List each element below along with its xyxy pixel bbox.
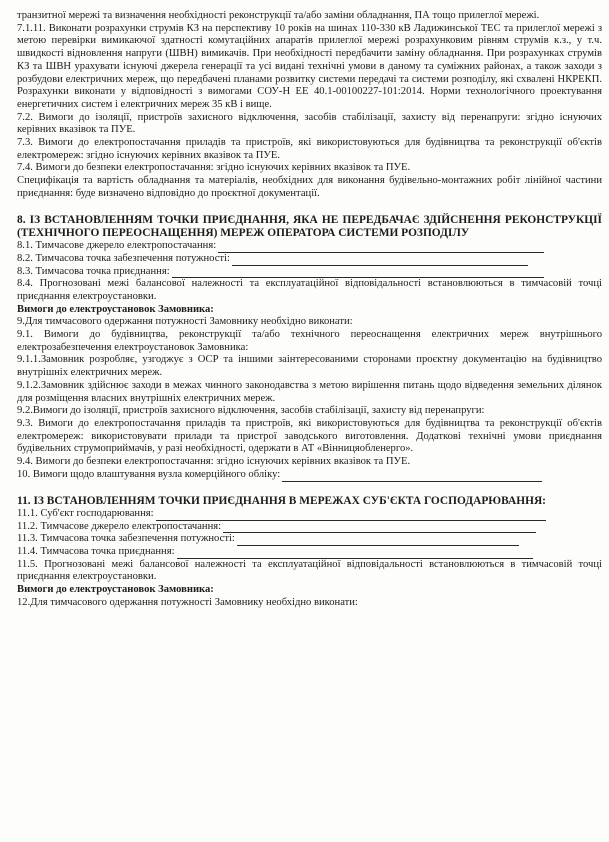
field-11-1-label: 11.1. Суб'єкт господарювання:: [17, 507, 154, 519]
paragraph-9-4: 9.4. Вимоги до безпеки електропостачання: згідно існуючих керівних вказівок та ПУЕ.: [17, 456, 411, 468]
section-8-heading: 8. ІЗ ВСТАНОВЛЕННЯМ ТОЧКИ ПРИЄДНАННЯ, ЯКА НЕ ПЕРЕДБАЧАЄ ЗДІЙСНЕННЯ РЕКОНСТРУКЦІЇ (ТЕХНІЧНОГО ПЕРЕОСНАЩЕННЯ) МЕРЕЖ ОПЕРАТОРА СИСТЕМИ РОЗПОДІЛУ: [17, 213, 602, 239]
requirements-heading-8: Вимоги до електроустановок Замовника:: [17, 303, 214, 315]
field-11-3: [17, 533, 602, 546]
paragraph-9-3: 9.3. Вимоги до електропостачання приладів та пристроїв, які використовуються для будівництва та реконструкції об'єктів електромереж: використовувати прилади та пристрої заводського виготовлення. Додаткові технічні умови приєднання будівельних струмоприймачів, у разі необхідності, одержати в АТ «Вінницяобленерго».: [17, 417, 602, 455]
paragraph-7-2: 7.2. Вимоги до ізоляції, пристроїв захисного відключення, засобів стабілізації, захисту від перенапруги: згідно існуючих керівних вказівок та ПУЕ.: [17, 111, 602, 136]
field-8-2-label: 8.2. Тимчасова точка забезпечення потужності:: [17, 252, 230, 264]
field-8-1-blank: [218, 243, 544, 253]
paragraph-9-1: 9.1. Вимоги до будівництва, реконструкції та/або технічного переоснащення електричних мереж внутрішнього електрозабезпечення електроустановок Замовника:: [17, 329, 602, 353]
field-11-1-blank: [156, 511, 546, 521]
field-10: [17, 469, 602, 482]
paragraph-7-1-11: 7.1.11. Виконати розрахунки струмів КЗ на перспективу 10 років на шинах 110-330 кВ Ладижинської ТЕС та прилеглої мережі з метою перевірки вимикаючої здатності комутаційних апаратів прилеглої мережі розрахунковим рівням струмів к.з., у т.ч. швидкості відновлення напруги (ШВН) вимикачів. При необхідності передбачити заміну обладнання. При розрахунках струмів КЗ та ШВН урахувати існуючі джерела генерації та усі видані технічні умови в даному та суміжних районах, а також заходи з розбудови електричних мереж, що передбачені планами розвитку системи передачі та системи розподілу, які схвалені НКРЕКП. Розрахунки виконати у відповідності з вимогами СОУ-Н ЕЕ 40.1-00100227-101:2014. Норми технологічного проектування енергетичних систем і електричних мереж 35 кВ і вище.: [17, 22, 602, 110]
field-11-2-blank: [223, 523, 536, 533]
field-8-3-blank: [172, 268, 544, 278]
field-8-1-label: 8.1. Тимчасове джерело електропостачання:: [17, 240, 217, 252]
field-11-4-blank: [177, 549, 533, 559]
paragraph-7-3: 7.3. Вимоги до електропостачання приладів та пристроїв, які використовуються для будівництва та реконструкції об'єктів електромереж: згідно існуючих керівних вказівок та ПУЕ.: [17, 137, 602, 161]
field-8-2-blank: [232, 256, 528, 266]
field-8-3-label: 8.3. Тимчасова точка приєднання:: [17, 265, 170, 277]
field-8-1: [17, 240, 602, 253]
paragraph-9-1-2: 9.1.2.Замовник здійснює заходи в межах чинного законодавства з метою вирішення питань щодо відведення земельних ділянок для розміщення власних внутрішніх електричних мереж.: [17, 379, 602, 404]
paragraph-9-1-1: 9.1.1.Замовник розробляє, узгоджує з ОСР та іншими заінтересованими сторонами проєктну документацію на будівництво внутрішніх електричних мереж.: [17, 354, 602, 379]
field-11-3-label: 11.3. Тимчасова точка забезпечення потужності:: [17, 533, 235, 545]
field-10-blank: [282, 472, 542, 482]
field-11-3-blank: [237, 536, 519, 546]
requirements-heading-11: Вимоги до електроустановок Замовника:: [17, 584, 214, 596]
paragraph-7-4: 7.4. Вимоги до безпеки електропостачання: згідно існуючих керівних вказівок та ПУЕ.: [17, 162, 411, 174]
paragraph-7-1-10-tail: транзитної мережі та визначення необхідності реконструкції та/або заміни обладнання, ПА тощо прилеглої мережі.: [17, 10, 540, 21]
field-11-1: [17, 508, 602, 521]
paragraph-12: 12.Для тимчасового одержання потужності Замовнику необхідно виконати:: [17, 596, 358, 608]
field-11-2: [17, 521, 602, 534]
document-body: [17, 10, 602, 609]
field-11-4-label: 11.4. Тимчасова точка приєднання:: [17, 545, 175, 557]
paragraph-specification: Специфікація та вартість обладнання та матеріалів, необхідних для виконання будівельно-монтажних робіт лінійної частини приєднання: буде визначено відповідно до проєктної документації.: [17, 175, 602, 199]
paragraph-8-4: 8.4. Прогнозовані межі балансової належності та експлуатаційної відповідальності встановлюються в тимчасовій точці приєднання електроустановки.: [17, 278, 602, 302]
field-11-2-label: 11.2. Тимчасове джерело електропостачання:: [17, 520, 222, 532]
paragraph-9: 9.Для тимчасового одержання потужності Замовнику необхідно виконати:: [17, 316, 353, 328]
field-8-3: [17, 266, 602, 279]
section-11-heading: 11. ІЗ ВСТАНОВЛЕННЯМ ТОЧКИ ПРИЄДНАННЯ В МЕРЕЖАХ СУБ'ЄКТА ГОСПОДАРЮВАННЯ:: [17, 494, 546, 507]
paragraph-11-5: 11.5. Прогнозовані межі балансової належності та експлуатаційної відповідальності встановлюються в тимчасовій точці приєднання електроустановки.: [17, 558, 602, 583]
field-10-label: 10. Вимоги щодо влаштування вузла комерційного обліку:: [17, 468, 281, 480]
field-11-4: [17, 546, 602, 559]
paragraph-9-2: 9.2.Вимоги до ізоляції, пристроїв захисного відключення, засобів стабілізації, захисту від перенапруги:: [17, 405, 485, 417]
field-8-2: [17, 253, 602, 266]
